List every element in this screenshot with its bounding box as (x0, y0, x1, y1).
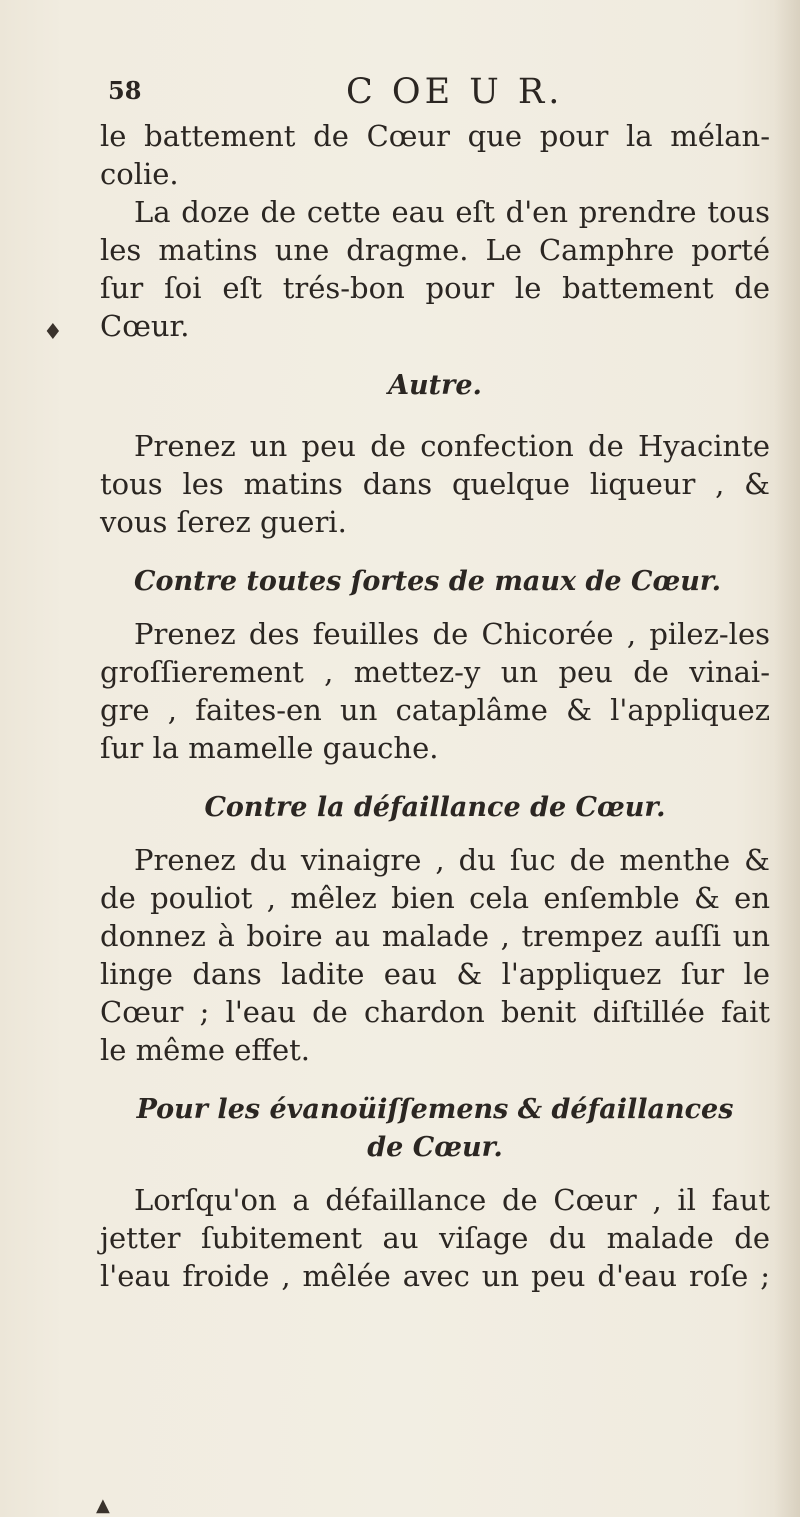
text-line: le même effet. (100, 1033, 310, 1067)
text-line: linge dans ladite eau & l'appliquez ſur le (100, 957, 770, 991)
text-line: Lorſqu'on a défaillance de Cœur , il faut (134, 1183, 770, 1217)
page-edge-shadow (774, 0, 800, 1517)
text-line: tous les matins dans quelque liqueur , & (100, 467, 770, 501)
page-number: 58 (108, 76, 142, 105)
text-line: colie. (100, 157, 179, 191)
running-head: C OE U R. (346, 72, 564, 112)
body-text (100, 95, 770, 1295)
section-heading: Contre la défaillance de Cœur. (204, 792, 666, 823)
margin-mark: ♦ (43, 320, 63, 345)
text-line: le battement de Cœur que pour la mélan- (100, 119, 770, 153)
text-line: Cœur. (100, 309, 190, 343)
text-line: l'eau froide , mêlée avec un peu d'eau roſe ; (100, 1259, 770, 1293)
text-line: ſur la mamelle gauche. (100, 731, 439, 765)
text-line: les matins une dragme. Le Camphre porté (100, 233, 770, 267)
text-line: de pouliot , mêlez bien cela enſemble & en (100, 881, 770, 915)
text-line: gre , faites-en un cataplâme & l'appliquez (100, 693, 770, 727)
footer-mark: ▲ (96, 1495, 110, 1516)
text-line: Prenez du vinaigre , du ſuc de menthe & (134, 843, 770, 877)
section-heading: de Cœur. (367, 1132, 503, 1163)
text-line: vous ſerez gueri. (100, 505, 347, 539)
section-heading: Pour les évanoüiſſemens & défaillances (136, 1094, 734, 1125)
text-line: jetter ſubitement au viſage du malade de (100, 1221, 770, 1255)
section-heading: Contre toutes ſortes de maux de Cœur. (134, 566, 721, 597)
text-line: Prenez un peu de confection de Hyacinte (134, 429, 770, 463)
text-line: ſur ſoi eſt trés-bon pour le battement de (100, 271, 770, 305)
text-line: Cœur ; l'eau de chardon benit diſtillée fait (100, 995, 770, 1029)
text-line: groſſierement , mettez-y un peu de vinai- (100, 655, 770, 689)
section-heading: Autre. (388, 370, 482, 401)
text-line: La doze de cette eau eſt d'en prendre tous (134, 195, 770, 229)
text-line: Prenez des feuilles de Chicorée , pilez-les (134, 617, 770, 651)
text-line: donnez à boire au malade , trempez auſſi un (100, 919, 770, 953)
